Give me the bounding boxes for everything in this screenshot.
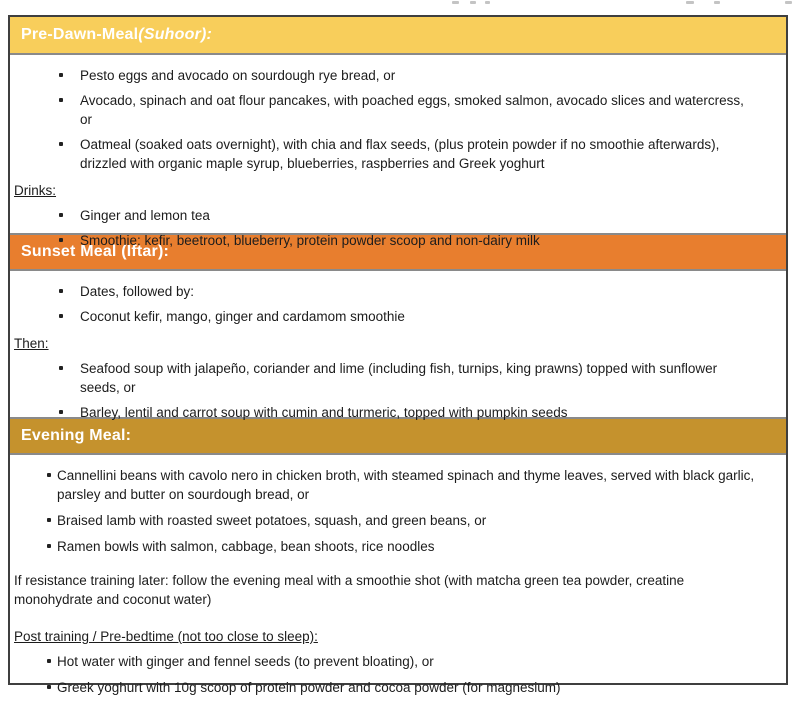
list-item	[10, 652, 786, 678]
cropped-text-fragment	[686, 1, 694, 4]
list-item-text: Cannellini beans with cavolo nero in chicken broth, with steamed spinach and thyme leaves, served with black garlic, parsley and butter on sourdough bread, or	[57, 468, 755, 502]
list-item-text: Braised lamb with roasted sweet potatoes, squash, and green beans, or	[57, 513, 487, 528]
suhoor-header-italic-label: (Suhoor):	[138, 26, 213, 43]
suhoor-drinks-list	[10, 206, 786, 256]
list-item-text: Pesto eggs and avocado on sourdough rye bread, or	[80, 68, 396, 83]
evening-body	[10, 455, 786, 695]
list-item	[10, 135, 786, 179]
list-item	[10, 231, 786, 256]
evening-main-list	[10, 466, 786, 563]
section-evening	[10, 417, 786, 695]
suhoor-main-list	[10, 66, 786, 179]
list-item-text: Smoothie: kefir, beetroot, blueberry, protein powder scoop and non-dairy milk	[80, 233, 540, 248]
list-item	[10, 466, 786, 511]
list-item-text: Greek yoghurt with 10g scoop of protein powder and cocoa powder (for magnesium)	[57, 680, 561, 695]
iftar-body	[10, 271, 786, 420]
list-item-text: Ginger and lemon tea	[80, 208, 210, 223]
list-item	[10, 403, 786, 428]
list-item	[10, 678, 786, 704]
cropped-text-fragment	[714, 1, 720, 4]
list-item	[10, 66, 786, 91]
section-suhoor	[10, 17, 786, 248]
evening-post-list	[10, 652, 786, 704]
list-item	[10, 511, 786, 537]
cropped-text-fragment	[470, 1, 476, 4]
iftar-header-label: Sunset Meal (Iftar):	[21, 243, 170, 260]
list-item-text: Seafood soup with jalapeño, coriander and lime (including fish, turnips, king prawns) topped with sunflower seeds, or	[80, 361, 718, 395]
meal-plan-table	[8, 15, 788, 695]
iftar-then-list	[10, 359, 786, 428]
list-item	[10, 282, 786, 307]
cropped-text-fragment	[452, 1, 459, 4]
list-item-text: Dates, followed by:	[80, 284, 195, 299]
section-iftar	[10, 233, 786, 420]
then-label: Then:	[14, 336, 49, 351]
drinks-label: Drinks:	[14, 183, 57, 198]
list-item-text: Hot water with ginger and fennel seeds (to prevent bloating), or	[57, 654, 434, 669]
evening-header-label: Evening Meal:	[21, 427, 132, 444]
list-item-text: Barley, lentil and carrot soup with cumin and turmeric, topped with pumpkin seeds	[80, 405, 568, 420]
list-item-text: Oatmeal (soaked oats overnight), with chia and flax seeds, (plus protein powder if no smoothie afterwards), drizzled with organic maple syrup, blueberries, raspberries and Greek yoghurt	[80, 137, 720, 171]
list-item	[10, 91, 786, 135]
list-item	[10, 206, 786, 231]
resistance-training-note: If resistance training later: follow the evening meal with a smoothie shot (with matcha green tea powder, creatine monohydrate and coconut water)	[14, 573, 685, 607]
cropped-text-fragment	[785, 1, 792, 4]
suhoor-header-label: Pre-Dawn-Meal	[21, 26, 139, 43]
list-item-text: Avocado, spinach and oat flour pancakes, with poached eggs, smoked salmon, avocado slices and watercress, or	[80, 93, 744, 127]
post-training-label: Post training / Pre-bedtime (not too close to sleep):	[14, 629, 318, 644]
suhoor-body	[10, 55, 786, 248]
list-item	[10, 359, 786, 403]
cropped-text-fragment	[485, 1, 490, 4]
list-item-text: Coconut kefir, mango, ginger and cardamom smoothie	[80, 309, 405, 324]
list-item	[10, 307, 786, 332]
suhoor-header	[10, 17, 786, 55]
iftar-main-list	[10, 282, 786, 332]
list-item	[10, 537, 786, 563]
list-item-text: Ramen bowls with salmon, cabbage, bean shoots, rice noodles	[57, 539, 435, 554]
